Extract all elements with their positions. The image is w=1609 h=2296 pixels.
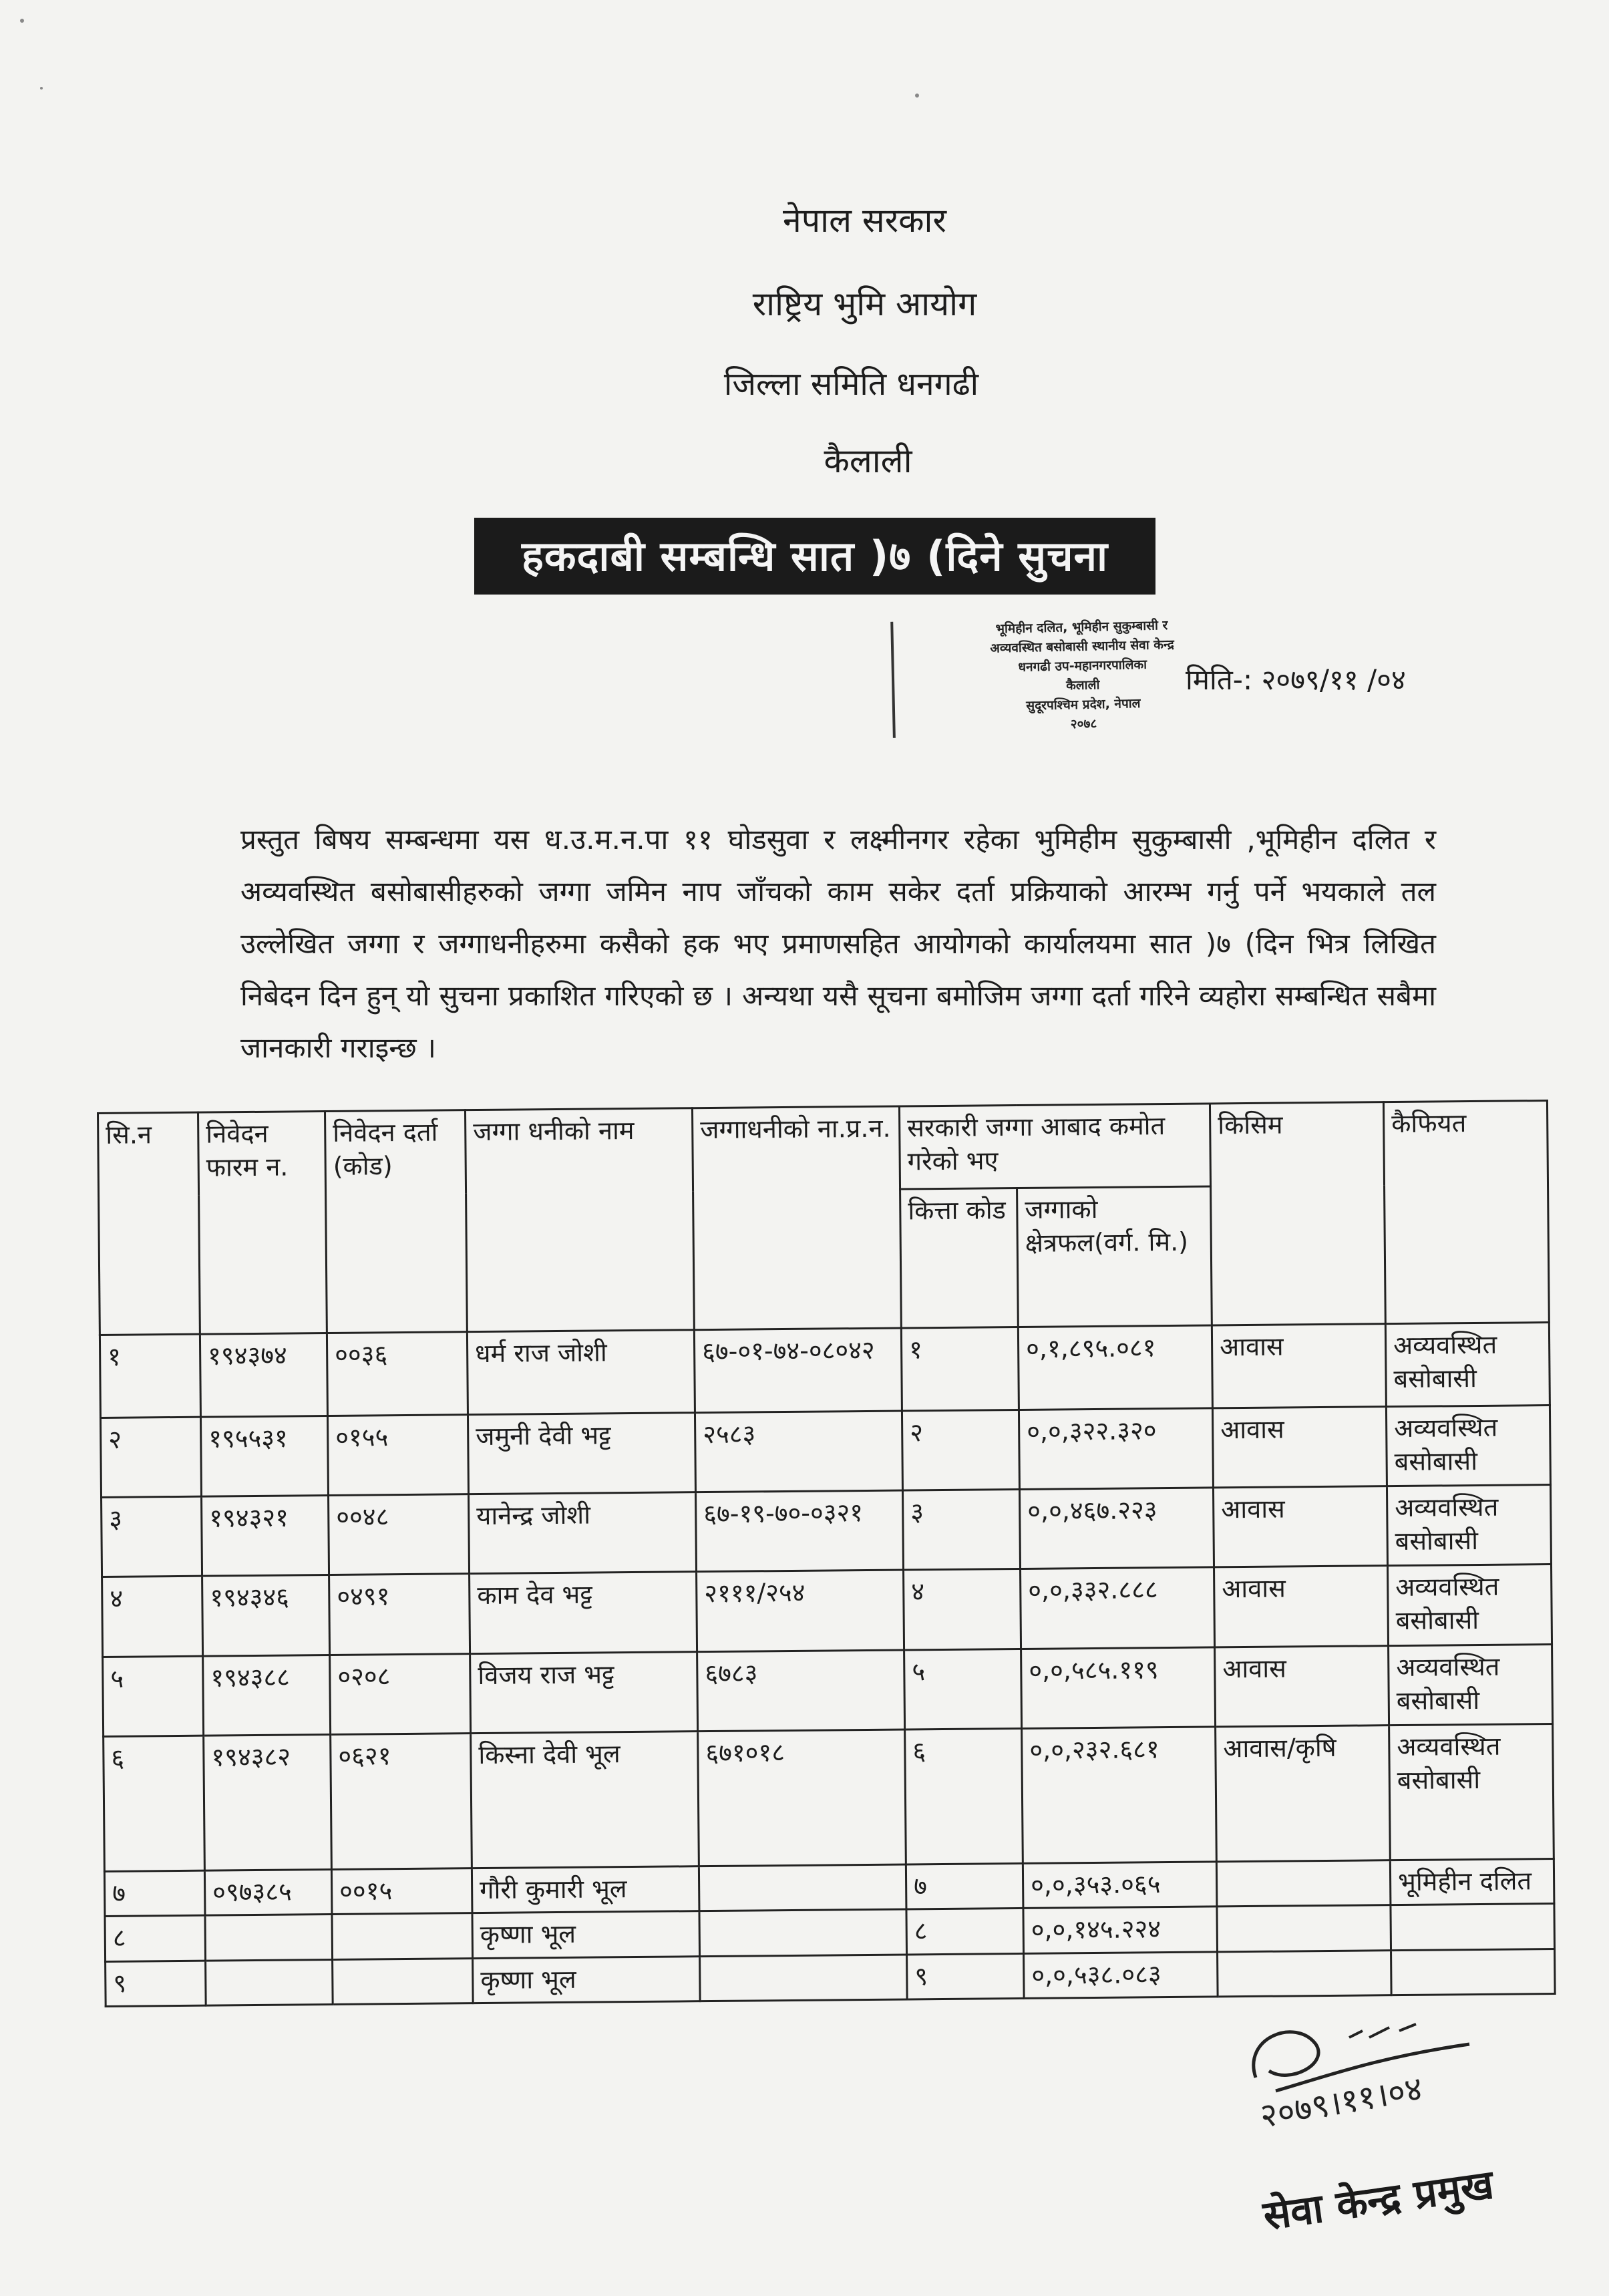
- cell-plot-code: ४: [904, 1569, 1021, 1650]
- cell-form-no: १९४३८८: [203, 1655, 331, 1736]
- cell-owner-name: विजय राज भट्ट: [470, 1651, 698, 1733]
- cell-citizenship: ६७१०१८: [698, 1730, 906, 1866]
- stamp-line: अव्यवस्थित बसोबासी स्थानीय सेवा केन्द्र: [990, 637, 1175, 656]
- cell-citizenship: २१११/२५४: [697, 1570, 904, 1651]
- cell-reg-code: ०६२१: [331, 1733, 472, 1869]
- cell-reg-code: ०२०८: [330, 1653, 471, 1734]
- cell-type: आवास/कृषि: [1216, 1725, 1391, 1861]
- signature-date: २०७९।११।०४: [1257, 2068, 1426, 2136]
- cell-reg-code: ००१५: [331, 1868, 472, 1915]
- cell-type: [1218, 1950, 1392, 1997]
- cell-area: ०,०,३२२.३२०: [1019, 1408, 1213, 1490]
- cell-remarks: [1391, 1904, 1555, 1950]
- cell-citizenship: ६७-०१-७४-०८०४२: [694, 1328, 902, 1413]
- header-commission: राष्ट्रिय भुमि आयोग: [752, 285, 977, 323]
- cell-sn: ७: [104, 1870, 205, 1917]
- scan-speck: [915, 94, 919, 98]
- col-header-type: किसिम: [1210, 1102, 1385, 1325]
- scan-speck: [20, 19, 24, 23]
- stamp-line: भूमिहीन दलित, भूमिहीन सुकुम्बासी र: [995, 618, 1168, 637]
- cell-remarks: अव्यवस्थित बसोबासी: [1385, 1322, 1550, 1406]
- col-header-form-no: निवेदन फारम न.: [198, 1112, 327, 1334]
- table-row: [104, 1724, 1554, 1871]
- cell-citizenship: ६७-१९-७०-०३२१: [695, 1490, 903, 1572]
- cell-form-no: १९५५३१: [200, 1416, 328, 1497]
- cell-sn: ५: [103, 1656, 204, 1736]
- cell-citizenship: [699, 1909, 907, 1956]
- handwritten-signature: [1216, 1997, 1496, 2144]
- notice-date: मिति-: २०७९/११ /०४: [1186, 663, 1406, 696]
- cell-area: ०,०,३५३.०६५: [1023, 1862, 1217, 1909]
- cell-form-no: १९४३७४: [200, 1333, 327, 1417]
- cell-form-no: १९४३८२: [204, 1734, 332, 1870]
- cell-sn: ८: [105, 1915, 206, 1961]
- col-header-area: जग्गाको क्षेत्रफल(वर्ग. मि.): [1017, 1186, 1212, 1327]
- claims-table-body: [100, 1322, 1555, 2006]
- notice-body: प्रस्तुत बिषय सम्बन्धमा यस ध.उ.म.न.पा ११ घोडसुवा र लक्ष्मीनगर रहेका भुमिहीम सुकुम्बासी ,भूमिहीन दलित र अव्यवस्थित बसोबासीहरुको जग्गा जमिन नाप जाँचको काम सकेर दर्ता प्रक्रियाको आरम्भ गर्नु पर्ने भयकाले तल उल्लेखित जग्गा र जग्गाधनीहरुमा कसैको हक भए प्रमाणसहित आयोगको कार्यालयमा सात )७ (दिन भित्र लिखित निबेदन दिन हुन् यो सुचना प्रकाशित गरिएको छ । अन्यथा यसै सूचना बमोजिम जग्गा दर्ता गरिने व्यहोरा सम्बन्धित सबैमा जानकारी गराइन्छ ।: [240, 823, 1436, 1064]
- cell-type: [1216, 1860, 1391, 1907]
- cell-reg-code: [332, 1913, 473, 1959]
- table-row: [102, 1565, 1552, 1657]
- cell-area: ०,०,५८५.११९: [1021, 1647, 1216, 1729]
- col-header-citizenship: जग्गाधनीको ना.प्र.न.: [692, 1106, 901, 1329]
- cell-remarks: [1391, 1949, 1556, 1995]
- cell-type: आवास: [1213, 1486, 1387, 1567]
- header-district: कैलाली: [824, 442, 912, 480]
- cell-area: ०,०,३३२.८८८: [1021, 1567, 1215, 1649]
- cell-citizenship: २५८३: [695, 1411, 902, 1492]
- cell-type: आवास: [1212, 1323, 1386, 1408]
- table-row: [100, 1322, 1550, 1418]
- cell-plot-code: ३: [902, 1490, 1020, 1571]
- cell-owner-name: काम देव भट्ट: [470, 1572, 697, 1653]
- col-header-remarks: कैफियत: [1383, 1101, 1549, 1324]
- cell-plot-code: ६: [905, 1728, 1023, 1864]
- scan-speck: [40, 87, 43, 90]
- cell-type: आवास: [1215, 1645, 1389, 1726]
- cell-type: आवास: [1212, 1407, 1387, 1488]
- col-header-owner-name: जग्गा धनीको नाम: [465, 1108, 694, 1332]
- cell-remarks: अव्यवस्थित बसोबासी: [1389, 1644, 1553, 1725]
- cell-area: ०,०,५३८.०८३: [1024, 1951, 1218, 1998]
- header-district-committee: जिल्ला समिति धनगढी: [723, 365, 979, 403]
- cell-area: ०,१,८९५.०८१: [1018, 1325, 1212, 1410]
- cell-reg-code: ००३६: [327, 1331, 468, 1416]
- cell-owner-name: किस्ना देवी भूल: [471, 1731, 699, 1868]
- cell-owner-name: धर्म राज जोशी: [467, 1329, 695, 1414]
- cell-area: ०,०,४६७.२२३: [1019, 1488, 1214, 1569]
- cell-reg-code: [333, 1958, 474, 2004]
- cell-sn: ३: [102, 1496, 202, 1577]
- col-header-sn: सि.न: [98, 1112, 200, 1335]
- cell-remarks: भूमिहीन दलित: [1390, 1858, 1554, 1905]
- claims-table: [97, 1100, 1556, 2007]
- cell-owner-name: कृष्णा भूल: [472, 1911, 700, 1958]
- stamp-line: धनगढी उप-महानगरपालिका: [1018, 657, 1147, 675]
- cell-form-no: ०९७३८५: [204, 1869, 332, 1915]
- col-header-plot-code: कित्ता कोड: [900, 1188, 1019, 1328]
- cell-form-no: १९४३४६: [202, 1575, 330, 1656]
- cell-citizenship: [699, 1864, 906, 1911]
- cell-plot-code: ८: [906, 1909, 1024, 1955]
- notice-title-banner: हकदाबी सम्बन्धि सात )७ (दिने सुचना: [474, 518, 1155, 595]
- cell-remarks: अव्यवस्थित बसोबासी: [1387, 1485, 1551, 1566]
- cell-sn: ४: [102, 1577, 203, 1657]
- table-row: [103, 1644, 1553, 1736]
- cell-plot-code: १: [901, 1327, 1019, 1411]
- cell-sn: १: [100, 1334, 200, 1418]
- cell-form-no: [205, 1915, 333, 1961]
- cell-area: ०,०,१४५.२२४: [1023, 1907, 1218, 1953]
- stamp-line: कैलाली: [1065, 677, 1100, 693]
- cell-type: [1217, 1905, 1391, 1952]
- cell-remarks: अव्यवस्थित बसोबासी: [1387, 1565, 1552, 1645]
- cell-plot-code: ५: [904, 1649, 1022, 1730]
- cell-owner-name: कृष्णा भूल: [473, 1956, 701, 2003]
- cell-area: ०,०,२३२.६८१: [1022, 1727, 1217, 1864]
- cell-plot-code: ७: [906, 1863, 1023, 1909]
- stamp-line: २०७८: [1070, 716, 1097, 732]
- cell-sn: ९: [106, 1961, 206, 2007]
- cell-form-no: [206, 1959, 333, 2005]
- cell-reg-code: ०४९१: [329, 1574, 470, 1655]
- cell-sn: ६: [104, 1736, 205, 1871]
- cell-remarks: अव्यवस्थित बसोबासी: [1389, 1724, 1554, 1860]
- cell-owner-name: गौरी कुमारी भूल: [472, 1866, 699, 1913]
- header-government: नेपाल सरकार: [783, 201, 946, 240]
- signatory-title: सेवा केन्द्र प्रमुख: [1260, 2161, 1497, 2240]
- cell-owner-name: जमुनी देवी भट्ट: [468, 1413, 695, 1494]
- table-row: [102, 1485, 1552, 1577]
- col-header-reg-code: निवेदन दर्ता (कोड): [325, 1110, 468, 1333]
- col-header-govt-land: सरकारी जग्गा आबाद कमोत गरेको भए: [899, 1104, 1210, 1189]
- stamp-line: सुदूरपश्चिम प्रदेश, नेपाल: [1026, 696, 1141, 713]
- cell-sn: २: [100, 1417, 201, 1497]
- cell-form-no: १९४३२१: [202, 1496, 329, 1577]
- table-row: [100, 1406, 1550, 1498]
- cell-type: आवास: [1214, 1566, 1389, 1647]
- cell-citizenship: ६७८३: [697, 1650, 905, 1732]
- cell-reg-code: ००४८: [329, 1494, 470, 1575]
- cell-reg-code: ०१५५: [327, 1415, 468, 1496]
- cell-citizenship: [700, 1955, 908, 2001]
- cell-owner-name: यानेन्द्र जोशी: [469, 1492, 697, 1574]
- cell-plot-code: ९: [907, 1953, 1025, 1999]
- cell-remarks: अव्यवस्थित बसोबासी: [1386, 1406, 1550, 1486]
- cell-plot-code: २: [902, 1410, 1019, 1490]
